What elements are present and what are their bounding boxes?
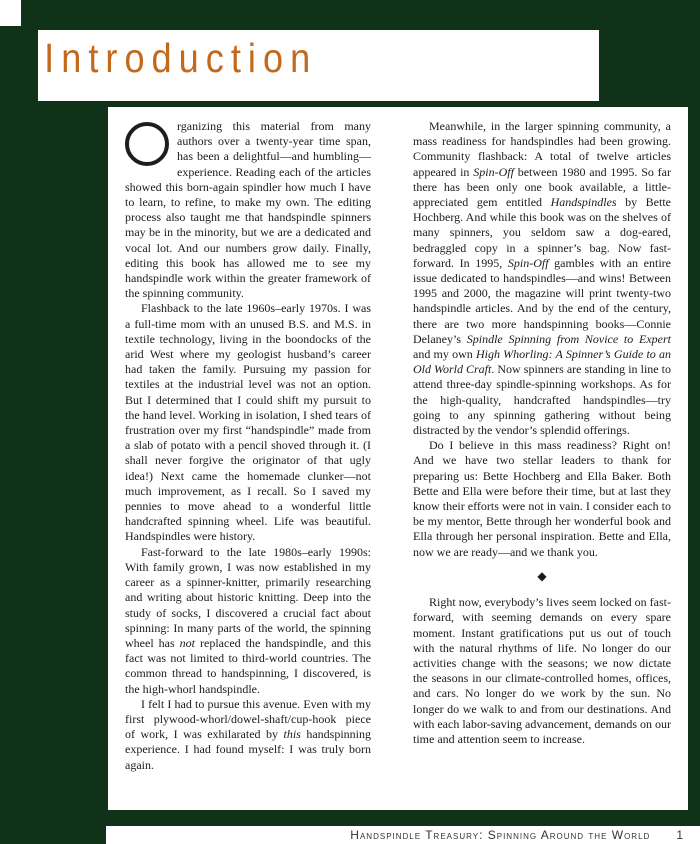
paragraph-text: Right now, everybody’s lives seem locked on fast-forward, with seeming demands on every spare moment. Instant gratifications put us out of touch with the natural rhythms of life. No longer do our activities change with the seasons; we now dictate the seasons in our climate-controlled homes, offices, and cars. No longer do we work by the sun. No longer do we walk to and from our destinations. And with each labor-saving advancement, demands on our time and attention seem to increase. [413,595,672,746]
chapter-title: Introduction [44,35,318,81]
page-number: 1 [676,828,684,842]
paragraph-text: Meanwhile, in the larger spinning community, a mass readiness for handspindles had been growing. Community flashback: A total of twelve articles appeared in Spin-Off between 1980 and 1995. So far there has been only one book available, a little-appreciated gem entitled Handspindles by Bette Hochberg. And while this book was on the shelves of many spinners, you seldom saw a dog-eared, bedraggled copy in a spinner’s bag. Now fast-forward. In 1995, Spin-Off gambles with an entire issue dedicated to handspindles—and wins! Between 1995 and 2000, the magazine will print twenty-two handspindle articles. And by the end of the century, there are two more handspinning books—Connie Delaney’s Spindle Spinning from Novice to Expert and my own High Whorling: A Spinner’s Guide to an Old World Craft. Now spinners are standing in line to attend three-day spindle-spinning workshops. As for the high-quality, handcrafted handspindles—try going to any spinning gathering without being distracted by the vendor’s splendid offerings. [413,119,672,438]
paragraph [125,545,371,697]
paragraph [413,595,671,747]
footer-bar [106,826,700,844]
running-footer-title: Handspindle Treasury: Spinning Around the World [350,828,651,842]
scan-corner-artifact [0,0,21,26]
paragraph-opening [125,119,371,301]
drop-cap-o [125,122,169,166]
paragraph [413,438,671,560]
paragraph-text: Do I believe in this mass readiness? Right on! And we have two stellar leaders to thank for preparing us: Bette Hochberg and Ella Baker. Both Bette and Ella were before their time, but at last they know their efforts were not in vain. I consider each to be my mentor, Bette through her wonderful book and Ella through her personal inspiration. Bette and Ella, now we are ready—and we thank you. [413,438,671,559]
paragraph-text: Flashback to the late 1960s–early 1970s. I was a full-time mom with an unused B.S. and M.S. in textile technology, living in the boondocks of the arid West where my geologist husband’s career had taken the family. Pursuing my passion for textiles at the industrial level was not an option. But I determined that I could shift my pursuit to the hand level. Working in isolation, I shed tears of frustration over my first “handspindle” made from a slab of potato with a pencil shoved through it. (I shall never forgive the originator of that ugly idea!) Next came the homemade clunker—not much improvement, as I recall. So I saved my pennies to move ahead to a wonderful little handcrafted spinning wheel. Life was beautiful. Handspindles were history. [125,301,371,544]
text-column-right [413,119,671,747]
paragraph-text: Fast-forward to the late 1980s–early 1990s: With family grown, I was now established in my career as a spinner-knitter, primarily researching and writing about historic knitting. Deep into the study of socks, I discovered a crucial fact about spinning: In many parts of the world, the spinning wheel has not replaced the handspindle, and this fact was not limited to third-world countries. The common thread to handspinning, I discovered, is the high-whorl handspindle. [125,544,371,696]
paragraph [125,697,371,773]
paragraph-text: rganizing this material from many authors over a twenty-year time span, has been a delightful—and humbling—experience. Reading each of the articles showed this born-again spindler how much I have to learn, to refine, to make my own. The editing process also taught me that handspindle spinners may be in the minority, but we are a dedicated and vocal lot. And our numbers grow daily. Finally, editing this book has allowed me to see my handspindle work within the greater framework of the spinning community. [125,119,371,301]
paragraph [125,301,371,544]
text-column-left [125,119,371,773]
section-divider-diamond-icon: ◆ [537,568,547,583]
chapter-title-banner [38,30,599,101]
page-body [108,107,688,810]
paragraph [413,119,671,438]
paragraph-text: I felt I had to pursue this avenue. Even with my first plywood-whorl/dowel-shaft/cup-hook piece of work, I was exhilarated by this handspinning experience. I had found myself: I was truly born again. [125,696,371,772]
